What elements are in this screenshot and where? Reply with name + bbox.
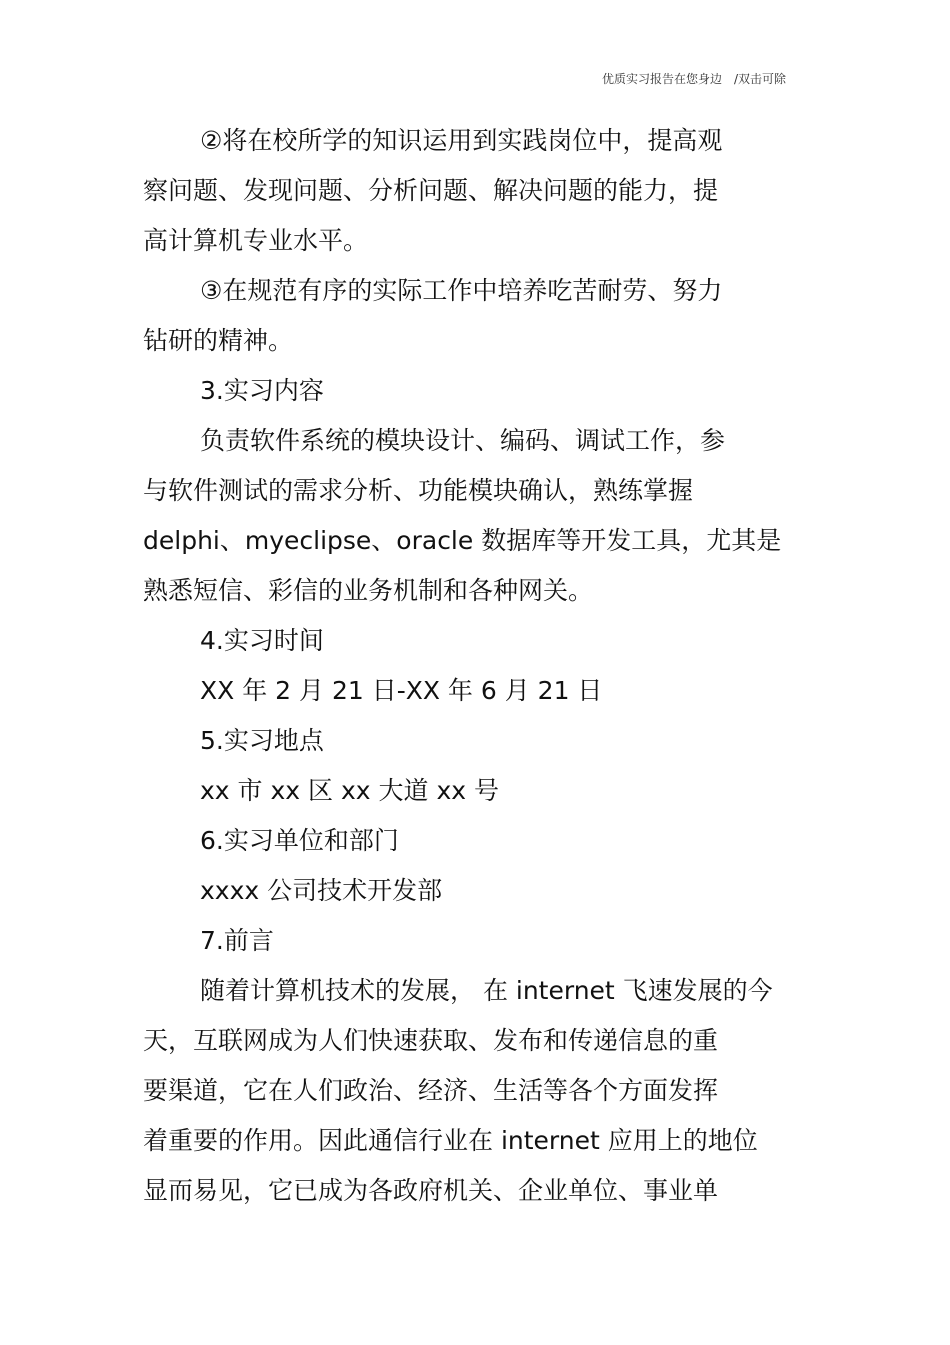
page-header-note: 优质实习报告在您身边 /双击可除 bbox=[602, 72, 787, 86]
text-line: xxxx 公司技术开发部 bbox=[200, 876, 443, 905]
section-heading: 6.实习单位和部门 bbox=[200, 826, 399, 855]
text-line: 察问题、发现问题、分析问题、解决问题的能力，提 bbox=[143, 176, 719, 205]
text-line: 着重要的作用。因此通信行业在 internet 应用上的地位 bbox=[143, 1126, 758, 1155]
text-line: delphi、myeclipse、oracle 数据库等开发工具，尤其是 bbox=[143, 526, 782, 555]
text-line: 随着计算机技术的发展， 在 internet 飞速发展的今 bbox=[200, 976, 773, 1005]
text-line: 钻研的精神。 bbox=[143, 326, 294, 355]
document-body bbox=[143, 116, 808, 1216]
text-line: 熟悉短信、彩信的业务机制和各种网关。 bbox=[143, 576, 594, 605]
section-heading: 7.前言 bbox=[200, 926, 274, 955]
text-line: ②将在校所学的知识运用到实践岗位中，提高观 bbox=[200, 126, 723, 155]
text-line: 高计算机专业水平。 bbox=[143, 226, 369, 255]
text-line: ③在规范有序的实际工作中培养吃苦耐劳、努力 bbox=[200, 276, 723, 305]
text-line: 天，互联网成为人们快速获取、发布和传递信息的重 bbox=[143, 1026, 719, 1055]
section-heading: 4.实习时间 bbox=[200, 626, 324, 655]
text-line: xx 市 xx 区 xx 大道 xx 号 bbox=[200, 776, 499, 805]
section-heading: 5.实习地点 bbox=[200, 726, 324, 755]
text-line: 要渠道，它在人们政治、经济、生活等各个方面发挥 bbox=[143, 1076, 719, 1105]
text-line: XX 年 2 月 21 日-XX 年 6 月 21 日 bbox=[200, 676, 603, 705]
section-heading: 3.实习内容 bbox=[200, 376, 324, 405]
text-line: 与软件测试的需求分析、功能模块确认，熟练掌握 bbox=[143, 476, 694, 505]
text-line: 显而易见，它已成为各政府机关、企业单位、事业单 bbox=[143, 1176, 719, 1205]
text-line: 负责软件系统的模块设计、编码、调试工作，参 bbox=[200, 426, 726, 455]
